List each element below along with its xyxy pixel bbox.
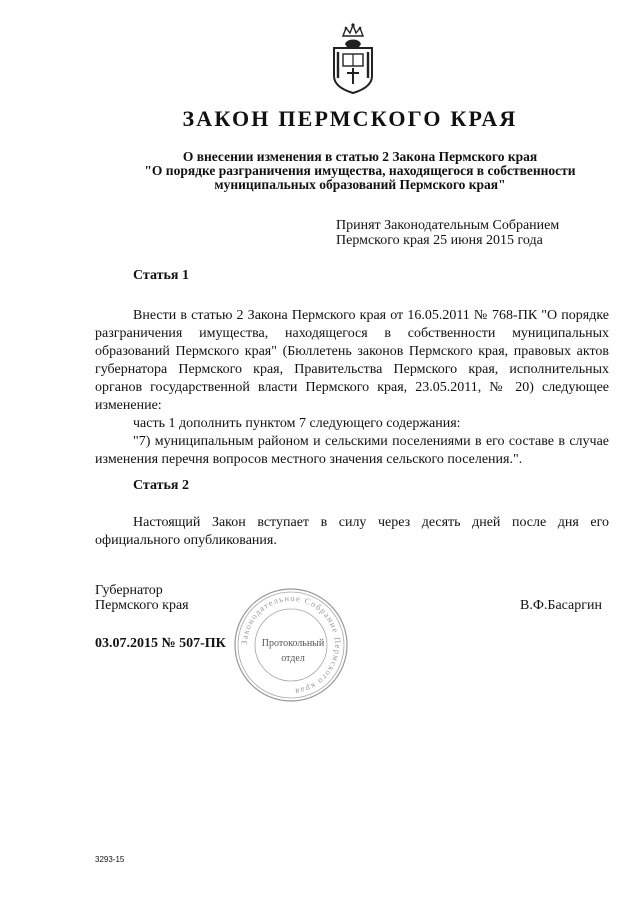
signer-position	[95, 583, 189, 613]
stamp-center-line: отдел	[281, 653, 305, 664]
article-1-heading: Статья 1	[133, 268, 189, 283]
stamp-center-text	[258, 636, 328, 666]
adoption-note	[336, 218, 636, 248]
article-2-paragraph: Настоящий Закон вступает в силу через десять дней после дня его официального опубликования.	[95, 515, 609, 548]
stamp-center-line: Протокольный	[261, 638, 325, 649]
signer-name: В.Ф.Басаргин	[520, 598, 602, 613]
signer-position-line: Губернатор	[95, 583, 163, 598]
adoption-line: Принят Законодательным Собранием	[336, 218, 560, 233]
subtitle-line: О внесении изменения в статью 2 Закона Пермского края	[182, 149, 538, 164]
article-1-paragraph: Внести в статью 2 Закона Пермского края от 16.05.2011 № 768-ПК "О порядке разграничения имущества, находящегося в собственности муниципальных образований Пермского края" (Бюллетень законов Пермского края, правовых актов губернатора Пермского края, Правительства Пермского края, исполнительных органов государственной власти Пермского края, 23.05.2011, № 20) следующее изменение:	[95, 308, 609, 413]
signer-position-line: Пермского края	[95, 598, 189, 613]
document-code: 3293-15	[95, 855, 125, 864]
coat-of-arms-icon	[328, 22, 378, 94]
subtitle-line: "О порядке разграничения имущества, находящегося в собственности	[144, 163, 576, 178]
article-2-heading: Статья 2	[133, 478, 189, 493]
law-title: ЗАКОН ПЕРМСКОГО КРАЯ	[182, 106, 518, 131]
law-date-number: 03.07.2015 № 507-ПК	[95, 636, 226, 651]
adoption-line: Пермского края 25 июня 2015 года	[336, 233, 543, 248]
article-1-paragraph: часть 1 дополнить пунктом 7 следующего содержания:	[133, 416, 461, 431]
law-subtitle	[80, 150, 640, 192]
article-2-body	[95, 514, 609, 550]
stamp-ring-text: Законодательное Собрание Пермского края	[238, 592, 344, 697]
subtitle-line: муниципальных образований Пермского края"	[214, 177, 506, 192]
article-1-body	[95, 307, 609, 469]
article-1-paragraph: "7) муниципальным районом и сельскими поселениями в его составе в случае изменения перечня вопросов местного значения сельского поселения.".	[95, 434, 609, 467]
